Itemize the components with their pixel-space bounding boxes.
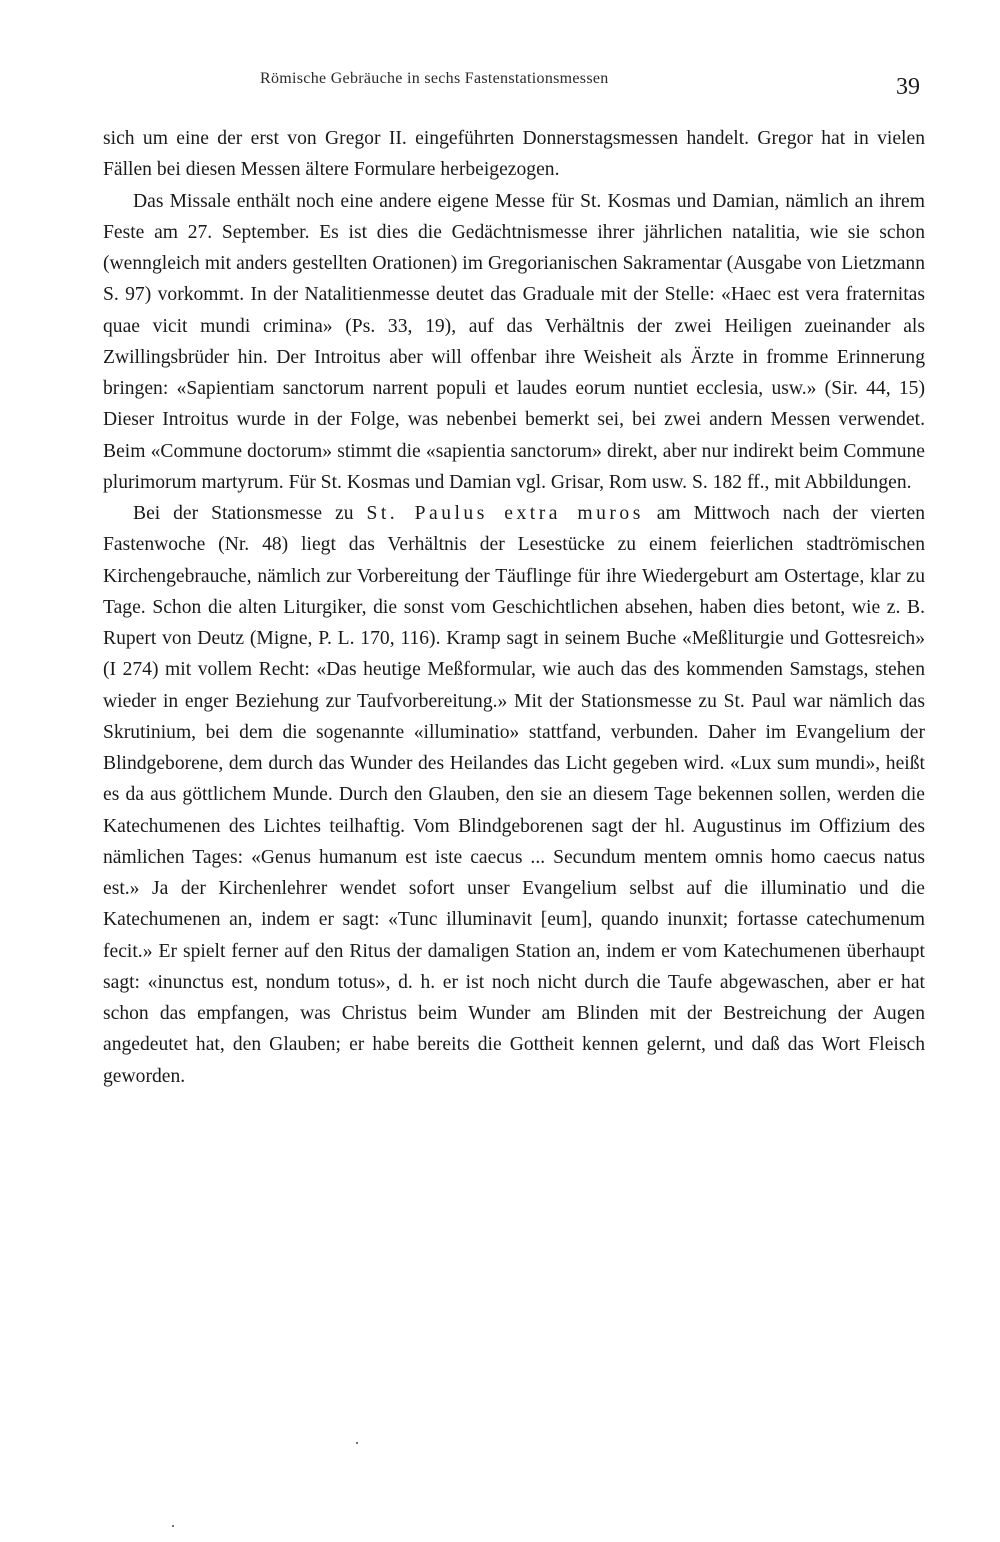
scan-speck bbox=[172, 1525, 174, 1527]
running-title: Römische Gebräuche in sechs Fastenstationsmessen bbox=[260, 70, 609, 87]
scan-speck bbox=[356, 1442, 358, 1444]
paragraph-3-lead: Bei der Stationsmesse zu bbox=[133, 503, 367, 524]
paragraph-1: sich um eine der erst von Gregor II. eingeführten Donnerstagsmessen handelt. Gregor hat in vielen Fällen bei diesen Messen ältere Formulare herbeigezogen. bbox=[103, 128, 925, 181]
paragraph-3 bbox=[103, 498, 925, 1092]
body-text bbox=[103, 123, 925, 1092]
paragraph-3-body: am Mittwoch nach der vierten Fastenwoche (Nr. 48) liegt das Verhältnis der Lesestücke zu einem feierlichen stadtrömischen Kirchengebrauche, nämlich zur Vorbereitung der Täuflinge für ihre Wiedergeburt am Ostertage, klar zu Tage. Schon die alten Liturgiker, die sonst vom Geschichtlichen absehen, haben dies betont, wie z. B. Rupert von Deutz (Migne, P. L. 170, 116). Kramp sagt in seinem Buche «Meßliturgie und Gottesreich» (I 274) mit vollem Recht: «Das heutige Meßformular, wie auch das des kommenden Samstags, stehen wieder in enger Beziehung zur Taufvorbereitung.» Mit der Stationsmesse zu St. Paul war nämlich das Skrutinium, bei dem die sogenannte «illuminatio» stattfand, verbunden. Daher im Evangelium der Blindgeborene, dem durch das Wunder des Heilandes das Licht gegeben wird. «Lux sum mundi», heißt es da aus göttlichem Munde. Durch den Glauben, den sie an diesem Tage bekennen sollen, werden die Katechumenen des Lichtes teilhaftig. Vom Blindgeborenen sagt der hl. Augustinus im Offizium des nämlichen Tages: «Genus humanum est iste caecus ... Secundum mentem omnis homo caecus natus est.» Ja der Kirchenlehrer wendet sofort unser Evangelium selbst auf die illuminatio und die Katechumenen an, indem er sagt: «Tunc illuminavit [eum], quando inunxit; fortasse catechumenum fecit.» Er spielt ferner auf den Ritus der damaligen Station an, indem er vom Katechumenen überhaupt sagt: «inunctus est, nondum totus», d. h. er ist noch nicht durch die Taufe abgewaschen, aber er hat schon das empfangen, was Christus beim Wunder am Blinden mit der Bestreichung der Augen angedeutet hat, den Glauben; er habe bereits die Gottheit kennen gelernt, und daß das Wort Fleisch geworden. bbox=[103, 503, 925, 1087]
paragraph-2: Das Missale enthält noch eine andere eigene Messe für St. Kosmas und Damian, nämlich an ihrem Feste am 27. September. Es ist dies die Gedächtnismesse ihrer jährlichen natalitia, wie sie schon (wenngleich mit anders gestellten Orationen) im Gregorianischen Sakramentar (Ausgabe von Lietzmann S. 97) vorkommt. In der Natalitienmesse deutet das Graduale mit der Stelle: «Haec est vera fraternitas quae vicit mundi crimina» (Ps. 33, 19), auf das Verhältnis der zwei Heiligen zueinander als Zwillingsbrüder hin. Der Introitus aber will offenbar ihre Weisheit als Ärzte in fromme Erinnerung bringen: «Sapientiam sanctorum narrent populi et laudes eorum nuntiet ecclesia, usw.» (Sir. 44, 15) Dieser Introitus wurde in der Folge, was nebenbei bemerkt sei, bei zwei andern Messen verwendet. Beim «Commune doctorum» stimmt die «sapientia sanctorum» direkt, aber nur indirekt beim Commune plurimorum martyrum. Für St. Kosmas und Damian vgl. Grisar, Rom usw. S. 182 ff., mit Abbildungen. bbox=[103, 190, 925, 493]
station-church-spaced: St. Paulus extra muros bbox=[366, 503, 644, 524]
page-number: 39 bbox=[896, 74, 920, 100]
